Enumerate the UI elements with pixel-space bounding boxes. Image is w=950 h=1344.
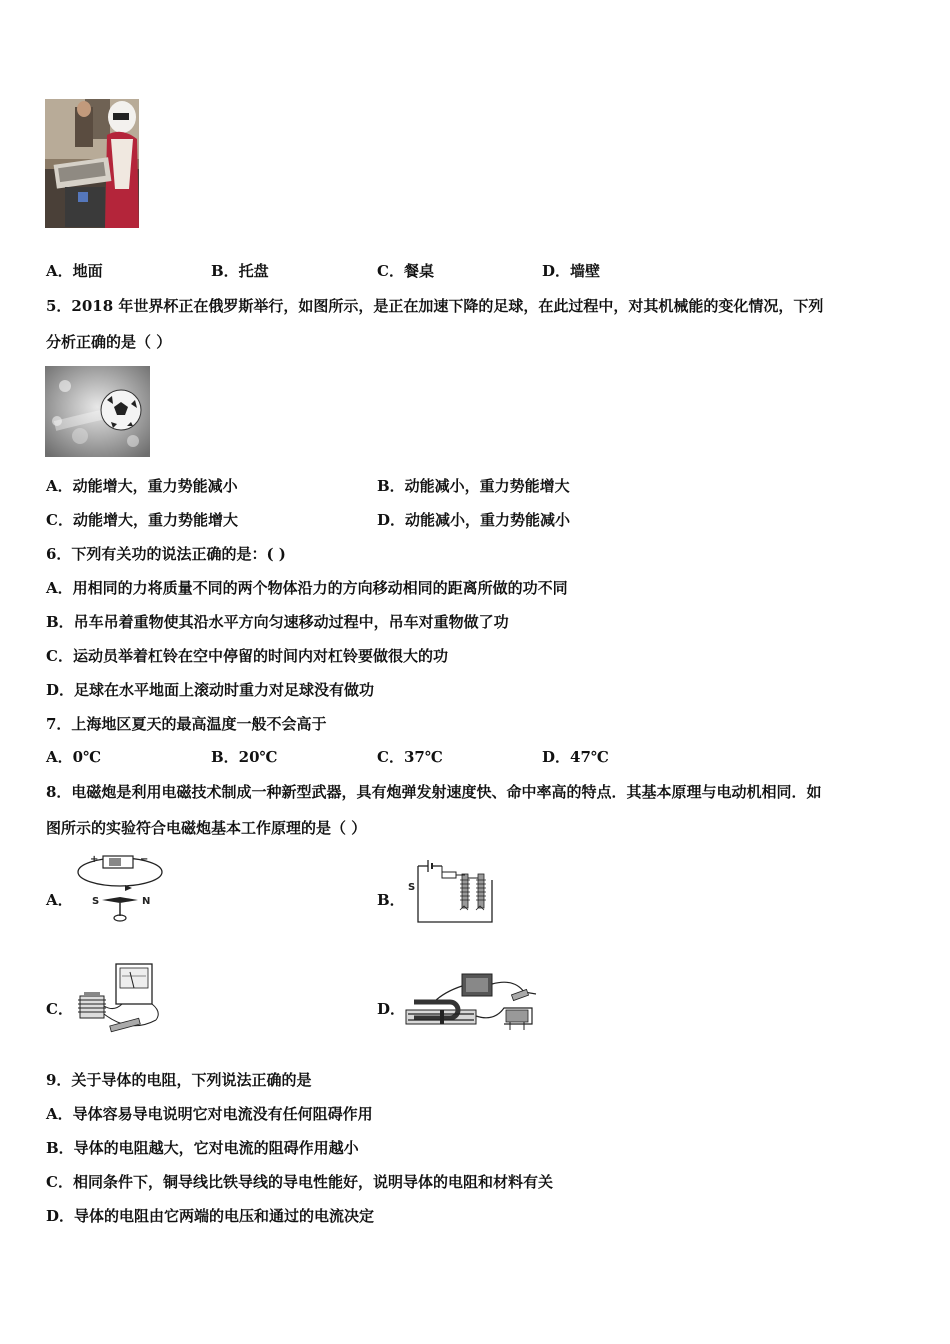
q7-option-c: C．37℃ [377,748,443,766]
q9-option-d: D．导体的电阻由它两端的电压和通过的电流决定 [46,1207,375,1225]
q6-option-d: D．足球在水平地面上滚动时重力对足球没有做功 [46,681,375,699]
q8-option-c-label: C． [46,1000,73,1018]
q9-option-a: A．导体容易导电说明它对电流没有任何阻碍作用 [46,1105,373,1123]
q5-option-a: A．动能增大，重力势能减小 [46,477,238,495]
q5-option-c: C．动能增大，重力势能增大 [46,511,238,529]
q6-stem: 6．下列有关功的说法正确的是：( ) [46,545,286,563]
soccer-ball-photo [45,366,150,457]
q8-option-a-label: A． [46,891,73,909]
robot-waiter-photo [45,99,139,228]
q8-option-b-label: B． [377,891,405,909]
q6-option-a: A．用相同的力将质量不同的两个物体沿力的方向移动相同的距离所做的功不同 [46,579,568,597]
q7-stem: 7．上海地区夏天的最高温度一般不会高于 [46,715,327,733]
fig-a-n-label: N [142,896,151,907]
q8-figure-d-rails [404,972,542,1032]
q5-option-b: B．动能减小，重力势能增大 [377,477,570,495]
q4-option-a: A．地面 [46,262,103,280]
q5-option-d: D．动能减小，重力势能减小 [377,511,571,529]
q6-option-b: B．吊车吊着重物使其沿水平方向匀速移动过程中，吊车对重物做了功 [46,613,509,631]
fig-b-s-label: S [408,882,416,893]
q8-figure-c-induction [70,962,162,1040]
q7-option-a: A．0℃ [46,748,102,766]
q9-option-b: B．导体的电阻越大，它对电流的阻碍作用越小 [46,1139,359,1157]
q9-stem: 9．关于导体的电阻，下列说法正确的是 [46,1071,312,1089]
q8-figure-b-electromagnet [404,852,496,928]
fig-a-plus-label: + [90,854,99,865]
q8-option-d-label: D． [377,1000,406,1018]
q8-stem-line1: 8．电磁炮是利用电磁技术制成一种新型武器，具有炮弹发射速度快、命中率高的特点．其基本原理与电动机相同．如 [46,783,822,801]
q4-option-d: D．墙壁 [542,262,601,280]
q6-option-c: C．运动员举着杠铃在空中停留的时间内对杠铃要做很大的功 [46,647,448,665]
q5-stem-line2: 分析正确的是（ ） [46,333,172,351]
q7-option-b: B．20℃ [211,748,278,766]
q9-option-c: C．相同条件下，铜导线比铁导线的导电性能好，说明导体的电阻和材料有关 [46,1173,553,1191]
q8-figure-a-oersted [70,852,166,928]
q5-stem-line1: 5．2018 年世界杯正在俄罗斯举行，如图所示，是正在加速下降的足球，在此过程中，对其机械能的变化情况，下列 [46,297,824,315]
fig-a-minus-label: − [140,854,149,865]
fig-a-s-label: S [92,896,100,907]
q7-option-d: D．47℃ [542,748,609,766]
q8-stem-line2: 图所示的实验符合电磁炮基本工作原理的是（ ） [46,819,367,837]
q4-option-b: B．托盘 [211,262,269,280]
q4-option-c: C．餐桌 [377,262,434,280]
